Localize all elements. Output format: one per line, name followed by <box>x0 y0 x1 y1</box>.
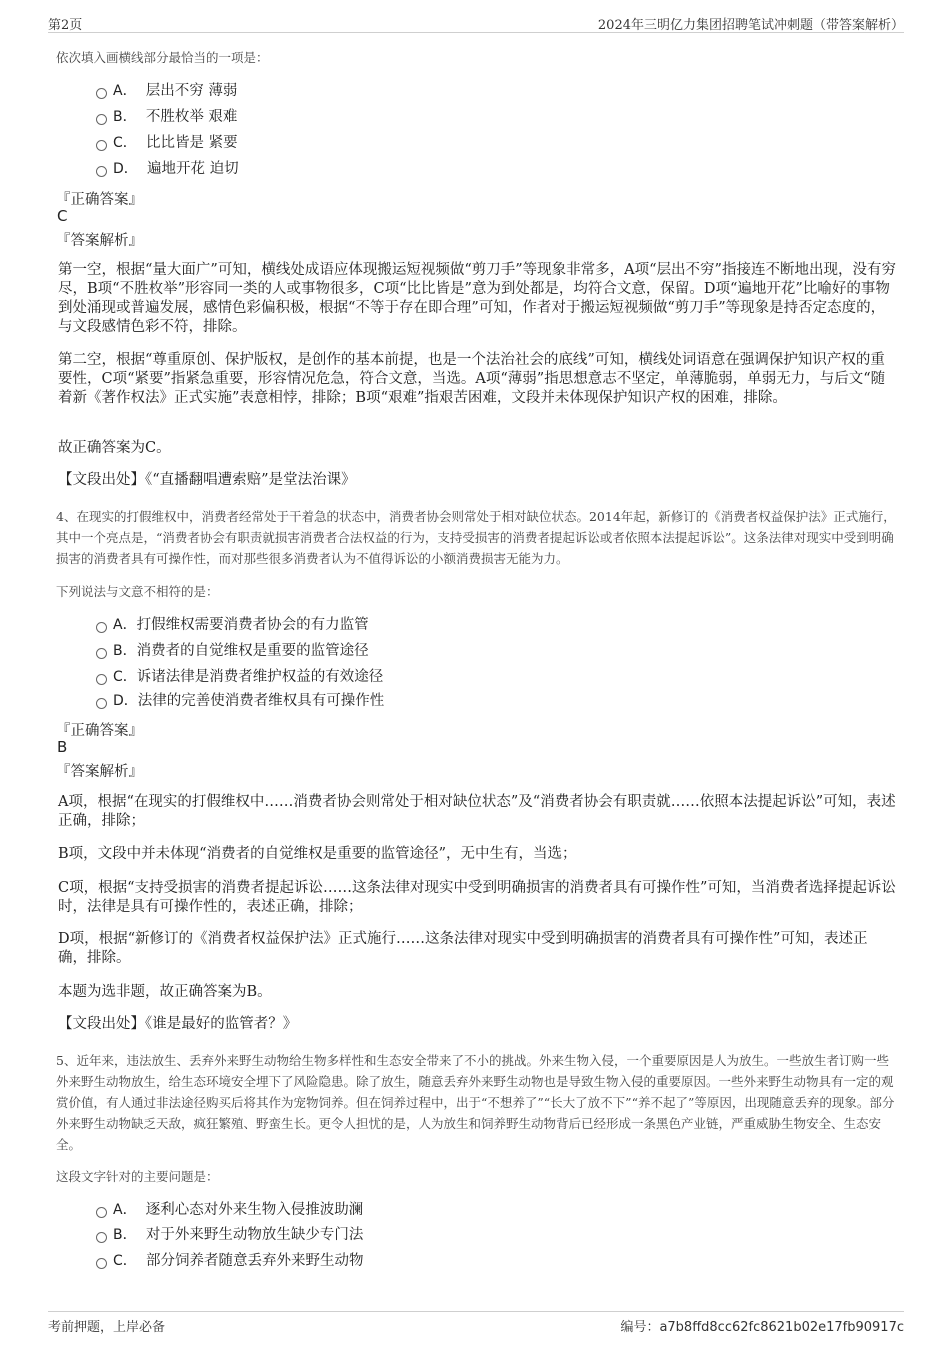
radio-icon[interactable] <box>96 648 107 659</box>
q4-source: 【文段出处】《谁是最好的监管者？》 <box>58 1016 298 1032</box>
q5-option-a[interactable] <box>96 1199 363 1221</box>
option-text: 逐利心态对外来生物入侵推波助澜 <box>145 1202 364 1218</box>
option-key: B． <box>113 109 137 125</box>
radio-icon[interactable] <box>96 674 107 685</box>
q4-analysis-conclusion: 本题为选非题，故正确答案为B。 <box>58 984 272 1000</box>
q5-stem: 5、近年来，违法放生、丢弃外来野生动物给生物多样性和生态安全带来了不小的挑战。外来生物入侵，一个重要原因是人为放生。一些放生者订购一些外来野生动物放生，给生态环境安全埋下了风险隐患。除了放生，随意丢弃外来野生动物也是导致生物入侵的重要原因。一些外来野生动物具有一定的观赏价值，有人通过非法途径购买后将其作为宠物饲养。但在饲养过程中，出于“不想养了”“长大了放不下”“养不起了”等原因，出现随意丢弃的现象。部分外来野生动物缺乏天敌，疯狂繁殖、野蛮生长。更令人担忧的是，人为放生和饲养野生动物背后已经形成一条黑色产业链，严重威胁生物安全、生态安全。 <box>56 1053 895 1152</box>
q4-analysis-b: B项，文段中并未体现“消费者的自觉维权是重要的监管途径”，无中生有，当选； <box>58 846 577 862</box>
option-key: C． <box>113 135 137 151</box>
radio-icon[interactable] <box>96 166 107 177</box>
q5-prompt: 这段文字针对的主要问题是： <box>56 1169 219 1184</box>
option-text: 不胜枚举 艰难 <box>145 109 238 125</box>
radio-icon[interactable] <box>96 1258 107 1269</box>
q3-option-c[interactable] <box>96 132 238 154</box>
option-key: A． <box>113 1202 137 1218</box>
q4-answer-label: 『正确答案』 <box>56 723 143 739</box>
option-key: A． <box>113 83 137 99</box>
radio-icon[interactable] <box>96 1232 107 1243</box>
q4-analysis-label: 『答案解析』 <box>56 764 143 780</box>
option-key: C． <box>113 669 137 685</box>
option-text: 诉诸法律是消费者维护权益的有效途径 <box>136 669 384 685</box>
q3-analysis-conclusion: 故正确答案为C。 <box>58 440 171 456</box>
q3-analysis-para-1: 第一空，根据“量大面广”可知，横线处成语应体现搬运短视频做“剪刀手”等现象非常多，A项“层出不穷”指接连不断地出现，没有穷尽，B项“不胜枚举”形容同一类的人或事物很多，C项“比比皆是”意为到处都是，均符合文意，保留。D项“遍地开花”比喻好的事物到处涌现或普遍发展，感情色彩偏积极，根据“不等于存在即合理”可知，作者对于搬运短视频做“剪刀手”等现象是持否定态度的，与文段感情色彩不符，排除。 <box>58 262 896 335</box>
q3-answer: C <box>57 207 68 225</box>
option-text: 对于外来野生动物放生缺少专门法 <box>145 1227 364 1243</box>
option-text: 比比皆是 紧要 <box>146 135 238 151</box>
document-title: 2024年三明亿力集团招聘笔试冲刺题（带答案解析） <box>597 18 904 33</box>
option-key: D． <box>113 693 138 709</box>
q4-option-b[interactable] <box>96 640 369 662</box>
radio-icon[interactable] <box>96 140 107 151</box>
q4-option-d[interactable] <box>96 690 384 712</box>
q4-analysis-a: A项，根据“在现实的打假维权中……消费者协会则常处于相对缺位状态”及“消费者协会有职责就……依照本法提起诉讼”可知，表述正确，排除； <box>58 794 896 829</box>
page-header <box>48 12 904 33</box>
q4-answer: B <box>57 738 68 756</box>
q3-option-d[interactable] <box>96 158 239 180</box>
option-key: B． <box>113 1227 137 1243</box>
q3-prompt: 依次填入画横线部分最恰当的一项是： <box>56 50 269 65</box>
option-key: D． <box>113 161 138 177</box>
q4-prompt: 下列说法与文意不相符的是： <box>56 584 219 599</box>
q5-option-b[interactable] <box>96 1224 363 1246</box>
q3-analysis-label: 『答案解析』 <box>56 233 143 249</box>
q3-option-b[interactable] <box>96 106 237 128</box>
radio-icon[interactable] <box>96 114 107 125</box>
q4-option-c[interactable] <box>96 666 383 688</box>
q4-analysis-c: C项，根据“支持受损害的消费者提起诉讼……这条法律对现实中受到明确损害的消费者具有可操作性”可知，当消费者选择提起诉讼时，法律是具有可操作性的，表述正确，排除； <box>58 880 896 915</box>
q4-option-a[interactable] <box>96 614 369 636</box>
q3-answer-label: 『正确答案』 <box>56 192 143 208</box>
option-text: 部分饲养者随意丢弃外来野生动物 <box>146 1253 364 1269</box>
option-key: B． <box>113 643 137 659</box>
option-text: 层出不穷 薄弱 <box>145 83 238 99</box>
q4-analysis-d: D项，根据“新修订的《消费者权益保护法》正式施行……这条法律对现实中受到明确损害的消费者具有可操作性”可知，表述正确，排除。 <box>58 931 868 966</box>
q5-option-c[interactable] <box>96 1250 364 1272</box>
page-footer <box>48 1311 904 1336</box>
q3-analysis-para-2: 第二空，根据“尊重原创、保护版权，是创作的基本前提，也是一个法治社会的底线”可知，横线处词语意在强调保护知识产权的重要性，C项“紧要”指紧急重要，形容情况危急，符合文意，当选。A项“薄弱”指思想意志不坚定，单薄脆弱，单弱无力，与后文“随着新《著作权法》正式实施”表意相悖，排除；B项“艰难”指艰苦困难，文段并未体现保护知识产权的困难，排除。 <box>58 352 886 406</box>
option-text: 打假维权需要消费者协会的有力监管 <box>136 617 369 633</box>
document-id: 编号：a7b8ffd8cc62fc8621b02e17fb90917c <box>620 1320 904 1335</box>
option-text: 消费者的自觉维权是重要的监管途径 <box>136 643 369 659</box>
option-text: 遍地开花 迫切 <box>147 161 239 177</box>
radio-icon[interactable] <box>96 622 107 633</box>
page-number: 第2页 <box>48 18 83 33</box>
radio-icon[interactable] <box>96 698 107 709</box>
q3-option-a[interactable] <box>96 80 237 102</box>
option-key: C． <box>113 1253 137 1269</box>
option-text: 法律的完善使消费者维权具有可操作性 <box>137 693 385 709</box>
radio-icon[interactable] <box>96 88 107 99</box>
q3-source: 【文段出处】《“直播翻唱遭索赔”是堂法治课》 <box>58 472 356 488</box>
radio-icon[interactable] <box>96 1207 107 1218</box>
q4-stem: 4、在现实的打假维权中，消费者经常处于干着急的状态中，消费者协会则常处于相对缺位状态。2014年起，新修订的《消费者权益保护法》正式施行，其中一个亮点是，“消费者协会有职责就损害消费者合法权益的行为，支持受损害的消费者提起诉讼或者依照本法提起诉讼”。这条法律对现实中受到明确损害的消费者具有可操作性，而对那些很多消费者认为不值得诉讼的小额消费损害无能为力。 <box>56 509 896 566</box>
option-key: A． <box>113 617 137 633</box>
footer-slogan: 考前押题，上岸必备 <box>48 1320 166 1335</box>
